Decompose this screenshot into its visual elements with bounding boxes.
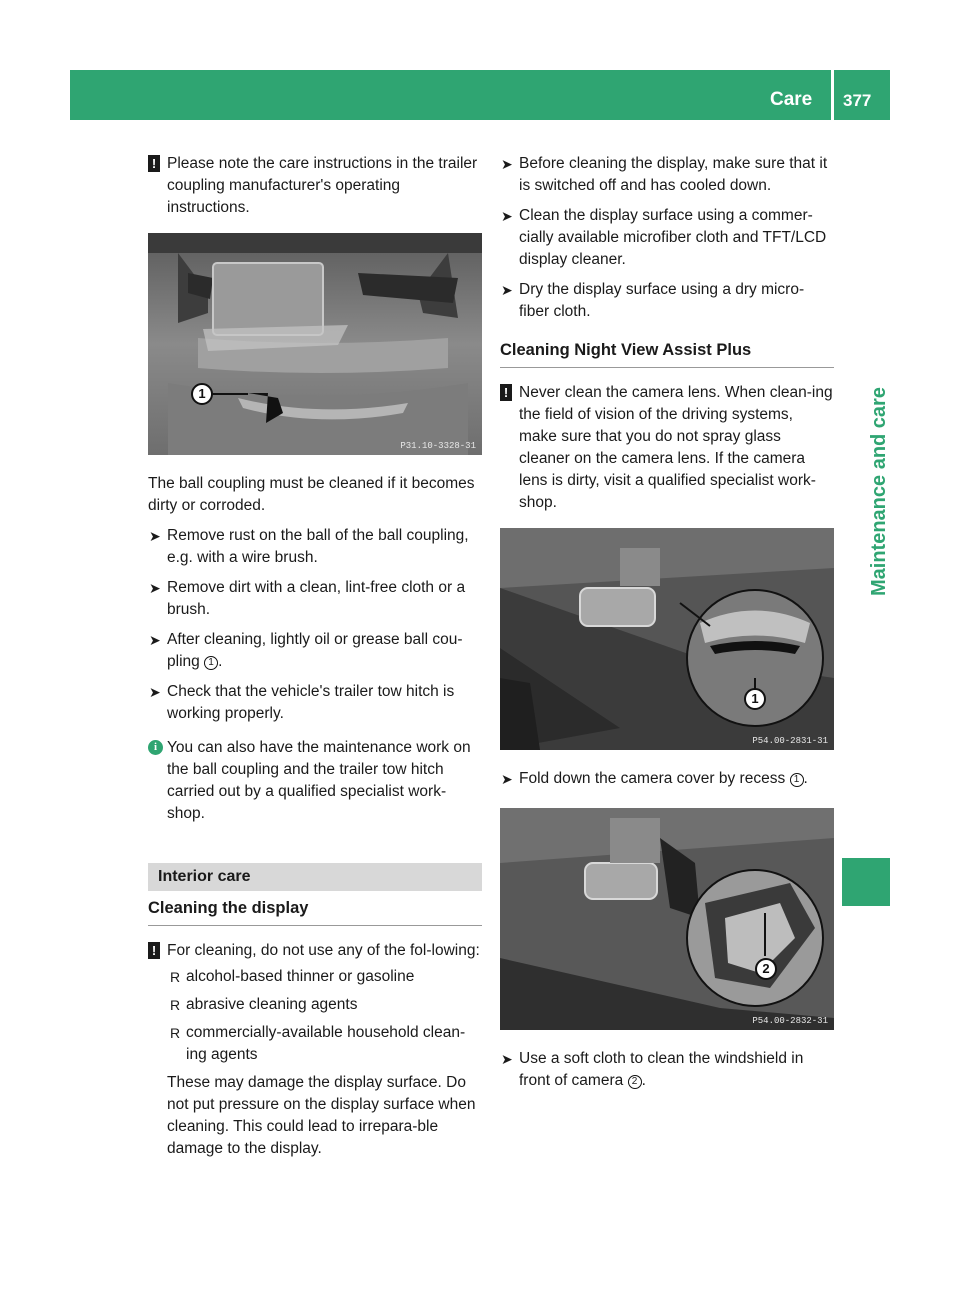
info-icon: i xyxy=(148,740,163,755)
step-text: Dry the display surface using a dry micro-fiber cloth. xyxy=(519,281,805,320)
section-title: Interior care xyxy=(148,863,482,891)
right-column xyxy=(500,153,834,1100)
list-item xyxy=(167,994,482,1016)
subsection-heading: Cleaning the display xyxy=(148,897,482,926)
trailer-hitch-illustration xyxy=(148,233,482,455)
page-title: Care xyxy=(770,89,813,110)
step-item xyxy=(148,577,482,621)
reference-number: 1 xyxy=(790,773,804,787)
subsection-heading: Cleaning Night View Assist Plus xyxy=(500,339,834,368)
list-item-text: alcohol-based thinner or gasoline xyxy=(186,968,415,985)
reference-number: 1 xyxy=(204,656,218,670)
paragraph: The ball coupling must be cleaned if it becomes dirty or corroded. xyxy=(148,475,475,514)
reference-number: 2 xyxy=(628,1075,642,1089)
step-item xyxy=(500,205,834,271)
info-text: You can also have the maintenance work on the ball coupling and the trailer tow hitch carried out by a qualified specialist work-shop. xyxy=(167,739,471,822)
camera-cover-illustration xyxy=(500,528,834,750)
arrow-icon: ➤ xyxy=(501,156,513,172)
step-text: Use a soft cloth to clean the windshield in front of camera xyxy=(519,1050,804,1089)
list-item xyxy=(167,966,482,988)
step-text: After cleaning, lightly oil or grease ball cou-pling xyxy=(167,631,463,670)
arrow-icon: ➤ xyxy=(501,1051,513,1067)
arrow-icon: ➤ xyxy=(501,771,513,787)
trailer-hitch-figure xyxy=(148,233,482,455)
arrow-icon: ➤ xyxy=(149,684,161,700)
arrow-icon: ➤ xyxy=(501,282,513,298)
list-item-text: abrasive cleaning agents xyxy=(186,996,358,1013)
figure-code: P54.00-2831-31 xyxy=(752,736,828,746)
step-text: Clean the display surface using a commer-cially available microfiber cloth and TFT/LCD display cleaner. xyxy=(519,207,827,268)
step-item xyxy=(148,525,482,569)
chapter-marker xyxy=(842,858,890,906)
step-item xyxy=(500,153,834,197)
step-text: Remove dirt with a clean, lint-free cloth or a brush. xyxy=(167,579,466,618)
windshield-illustration xyxy=(500,808,834,1030)
warning-note xyxy=(148,940,482,962)
step-text: Remove rust on the ball of the ball coupling, e.g. with a wire brush. xyxy=(167,527,469,566)
figure-code: P31.10-3328-31 xyxy=(400,441,476,451)
info-note xyxy=(148,737,482,825)
warning-outro: These may damage the display surface. Do not put pressure on the display surface when cleaning. This could lead to irrepara-ble damage to the display. xyxy=(167,1074,476,1157)
left-column xyxy=(148,153,482,1160)
step-item xyxy=(148,681,482,725)
step-item xyxy=(500,1048,834,1092)
arrow-icon: ➤ xyxy=(149,580,161,596)
warning-intro: For cleaning, do not use any of the fol-lowing: xyxy=(167,942,480,959)
warning-text: Please note the care instructions in the trailer coupling manufacturer's operating instructions. xyxy=(167,155,478,216)
warning-icon: ! xyxy=(500,384,512,401)
punctuation: . xyxy=(218,653,223,670)
bullet-icon: R xyxy=(170,1025,181,1041)
bullet-icon: R xyxy=(170,969,181,985)
warning-text: Never clean the camera lens. When clean-ing the field of vision of the driving systems, make sure that you do not spray glass cleaner on the camera lens. If the camera lens is dirty, visit a qualified specialist work-shop. xyxy=(519,384,833,511)
callout-1: 1 xyxy=(744,688,766,710)
camera-cover-figure xyxy=(500,528,834,750)
step-item xyxy=(148,629,482,673)
callout-1: 1 xyxy=(191,383,213,405)
warning-note xyxy=(148,153,482,219)
arrow-icon: ➤ xyxy=(501,208,513,224)
warning-list xyxy=(148,966,482,1160)
step-item xyxy=(500,279,834,323)
windshield-figure xyxy=(500,808,834,1030)
arrow-icon: ➤ xyxy=(149,528,161,544)
warning-note xyxy=(500,382,834,514)
warning-icon: ! xyxy=(148,942,160,959)
punctuation: . xyxy=(803,770,808,787)
list-item-text: commercially-available household clean-ing agents xyxy=(186,1024,466,1063)
arrow-icon: ➤ xyxy=(149,632,161,648)
step-item xyxy=(500,768,834,790)
figure-code: P54.00-2832-31 xyxy=(752,1016,828,1026)
punctuation: . xyxy=(641,1072,646,1089)
bullet-icon: R xyxy=(170,997,181,1013)
page-number: 377 xyxy=(843,91,872,110)
header-bar xyxy=(70,70,890,120)
step-text: Before cleaning the display, make sure that it is switched off and has cooled down. xyxy=(519,155,828,194)
warning-icon: ! xyxy=(148,155,160,172)
step-text: Check that the vehicle's trailer tow hitch is working properly. xyxy=(167,683,455,722)
callout-2: 2 xyxy=(755,958,777,980)
chapter-tab-label: Maintenance and care xyxy=(868,387,890,596)
list-item xyxy=(167,1022,482,1066)
header-divider xyxy=(831,70,834,120)
step-text: Fold down the camera cover by recess xyxy=(519,770,786,787)
